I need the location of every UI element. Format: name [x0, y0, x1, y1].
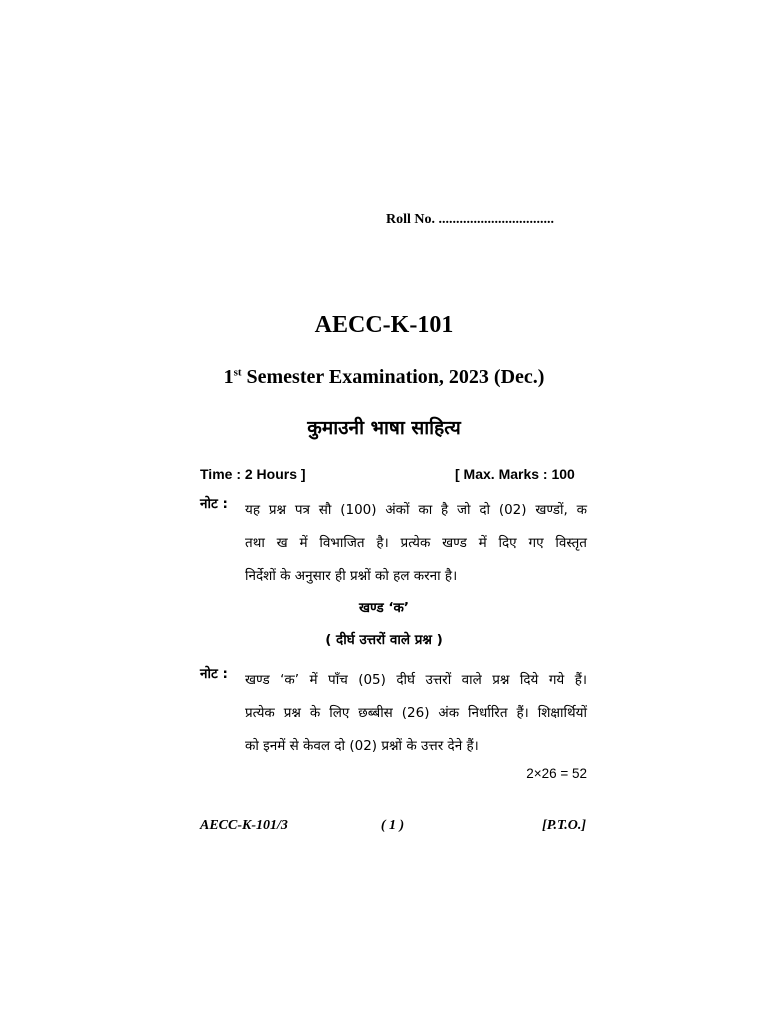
footer-code: AECC-K-101/3 — [200, 818, 288, 833]
pto-label: [P.T.O.] — [542, 818, 586, 833]
semester-suffix: st — [233, 366, 242, 379]
note-label-2: नोट : — [200, 666, 228, 682]
page-number: ( 1 ) — [380, 818, 405, 833]
note-label-1: नोट : — [200, 496, 228, 512]
exam-title — [0, 366, 768, 389]
note-line: निर्देशों के अनुसार ही प्रश्नों को हल करना है। — [245, 568, 458, 584]
section-subtitle: ( दीर्घ उत्तरों वाले प्रश्न ) — [325, 632, 443, 648]
semester-text: Semester Examination, 2023 (Dec.) — [241, 366, 545, 388]
note-line: यह प्रश्न पत्र सौ (100) अंकों का है जो दो (02) खण्डों, क — [245, 502, 587, 518]
note-text-1 — [245, 494, 587, 593]
note-line: तथा ख में विभाजित है। प्रत्येक खण्ड में दिए गए विस्तृत — [245, 535, 587, 551]
note-line: खण्ड ‘क’ में पाँच (05) दीर्घ उत्तरों वाले प्रश्न दिये गये हैं। — [245, 672, 587, 688]
note-text-2 — [245, 664, 587, 763]
note-line: को इनमें से केवल दो (02) प्रश्नों के उत्तर देने हैं। — [245, 738, 479, 754]
note-line: प्रत्येक प्रश्न के लिए छब्बीस (26) अंक निर्धारित हैं। शिक्षार्थियों — [245, 705, 587, 721]
max-marks: [ Max. Marks : 100 — [455, 466, 575, 482]
marks-calculation: 2×26 = 52 — [526, 766, 587, 781]
course-code: AECC-K-101 — [314, 312, 454, 338]
section-title: खण्ड ‘क’ — [358, 600, 409, 616]
time-allowed: Time : 2 Hours ] — [200, 466, 306, 482]
semester-ordinal: 1 — [223, 366, 234, 388]
subject-title: कुमाउनी भाषा साहित्य — [307, 417, 461, 439]
roll-number-field: Roll No. ................................. — [386, 212, 554, 227]
